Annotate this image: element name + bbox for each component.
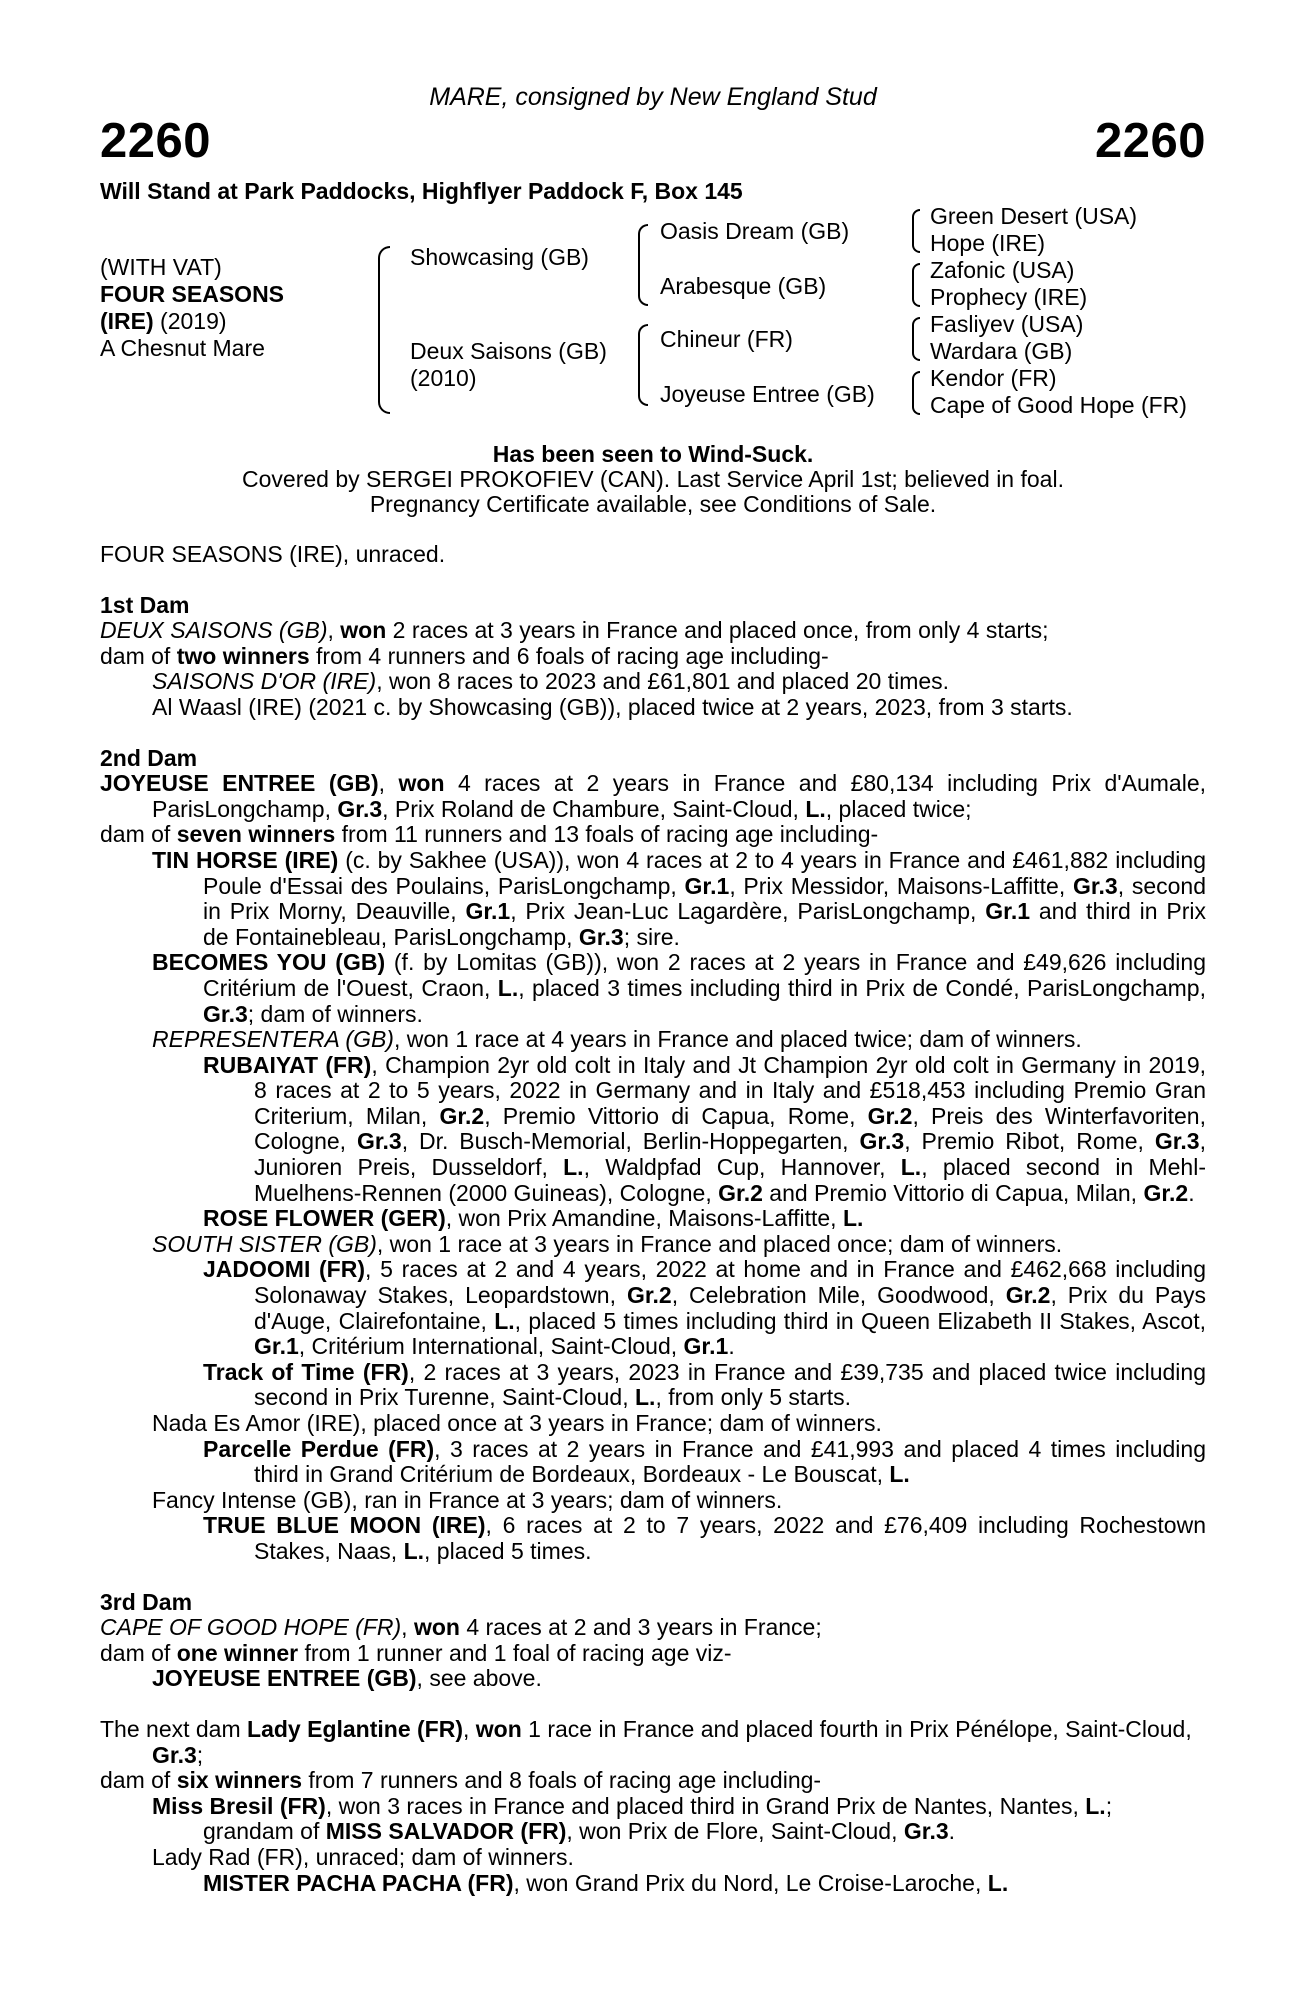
pedigree-dam-year: (2010): [410, 365, 477, 391]
first-dam-offspring-1: SAISONS D'OR (IRE), won 8 races to 2023 and £61,801 and placed 20 times.: [152, 668, 950, 695]
horse-description: A Chesnut Mare: [100, 335, 265, 361]
next-dam-produce: dam of six winners from 7 runners and 8 foals of racing age including-: [100, 1767, 822, 1794]
pedigree-gg5: Fasliyev (USA): [930, 311, 1084, 337]
covered-notice: Covered by SERGEI PROKOFIEV (CAN). Last Service April 1st; believed in foal.: [242, 466, 1064, 492]
pedigree-sire-dam: Arabesque (GB): [660, 273, 827, 299]
first-dam-offspring-2: Al Waasl (IRE) (2021 c. by Showcasing (GB)), placed twice at 2 years, 2023, from 3 starts.: [152, 693, 1073, 720]
brace-main: [378, 246, 390, 414]
second-dam-record: JOYEUSE ENTREE (GB), won 4 races at 2 years in France and £80,134 including Prix d'Aumale, ParisLongchamp, Gr.3, Prix Roland de Chambure, Saint-Cloud, L., placed twice;: [100, 770, 1207, 822]
pedigree-gg3: Zafonic (USA): [930, 257, 1075, 283]
pedigree-dam-dam: Joyeuse Entree (GB): [660, 381, 875, 407]
pedigree-sire: Showcasing (GB): [410, 244, 589, 270]
grandoffspring-parcelle-perdue: Parcelle Perdue (FR), 3 races at 2 years in France and £41,993 and placed 4 times including third in Grand Critérium de Bordeaux, Bordeaux - Le Bouscat, L.: [203, 1435, 1206, 1488]
pedigree-gg4: Prophecy (IRE): [930, 284, 1088, 310]
second-dam-produce: dam of seven winners from 11 runners and 13 foals of racing age including-: [100, 821, 879, 848]
pedigree-gg8: Cape of Good Hope (FR): [930, 392, 1187, 418]
brace-g3: [912, 317, 920, 361]
first-dam-produce: dam of two winners from 4 runners and 6 foals of racing age including-: [100, 642, 829, 669]
first-dam-line1: DEUX SAISONS (GB), won 2 races at 3 years in France and placed once, from only 4 starts;: [100, 617, 1049, 644]
lot-number-row: [100, 112, 1206, 174]
pedigree-gg6: Wardara (GB): [930, 338, 1073, 364]
offspring-becomes-you: BECOMES YOU (GB) (f. by Lomitas (GB)), won 2 races at 2 years in France and £49,626 including Critérium de l'Ouest, Craon, L., placed 3 times including third in Prix de Condé, ParisLongchamp, Gr.3; dam of winners.: [152, 949, 1206, 1027]
lot-number-right: 2260: [1094, 114, 1206, 168]
third-dam-heading: 3rd Dam: [100, 1588, 193, 1615]
catalogue-page: [100, 82, 1206, 1896]
pedigree-dam-sire: Chineur (FR): [660, 326, 793, 352]
horse-name-line2: (IRE) (2019): [100, 308, 227, 334]
pedigree-chart: [100, 203, 1206, 428]
grandoffspring-true-blue-moon: TRUE BLUE MOON (IRE), 6 races at 2 to 7 years, 2022 and £76,409 including Rochestown Stakes, Naas, L., placed 5 times.: [203, 1512, 1207, 1564]
brace-g2: [912, 263, 920, 307]
grandoffspring-rubaiyat: RUBAIYAT (FR), Champion 2yr old colt in Italy and Jt Champion 2yr old colt in Germany in 2019, 8 races at 2 to 5 years, 2022 in Germany and in Italy and £518,453 including Premio Gran Criterium, Milan, Gr.2, Premio Vittorio di Capua, Rome, Gr.2, Preis des Winterfavoriten, Cologne, Gr.3, Dr. Busch-Memorial, Berlin-Hoppegarten, Gr.3, Premio Ribot, Rome, Gr.3, Junioren Preis, Dusseldorf, L., Waldpfad Cup, Hannover, L., placed second in Mehl-Muelhens-Rennen (2000 Guineas), Cologne, Gr.2 and Premio Vittorio di Capua, Milan, Gr.2.: [203, 1051, 1206, 1206]
brace-g1: [912, 209, 920, 253]
pedigree-gg7: Kendor (FR): [930, 365, 1057, 391]
second-dam-heading: 2nd Dam: [100, 744, 198, 771]
brace-sire: [638, 224, 648, 306]
stand-location: Will Stand at Park Paddocks, Highflyer Paddock F, Box 145: [100, 178, 743, 204]
vat-label: (WITH VAT): [100, 254, 222, 280]
offspring-nada-es-amor: Nada Es Amor (IRE), placed once at 3 years in France; dam of winners.: [152, 1410, 882, 1436]
offspring-south-sister: SOUTH SISTER (GB), won 1 race at 3 years in France and placed once; dam of winners.: [152, 1230, 1063, 1257]
brace-g4: [912, 371, 920, 415]
consignment-line: MARE, consigned by New England Stud: [429, 83, 877, 111]
grandoffspring-rose-flower: ROSE FLOWER (GER), won Prix Amandine, Maisons-Laffitte, L.: [203, 1205, 864, 1232]
race-record: FOUR SEASONS (IRE), unraced.: [100, 541, 446, 567]
third-dam-record: CAPE OF GOOD HOPE (FR), won 4 races at 2 and 3 years in France;: [100, 1614, 822, 1641]
grandoffspring-jadoomi: JADOOMI (FR), 5 races at 2 and 4 years, 2022 at home and in France and £462,668 including Solonaway Stakes, Leopardstown, Gr.2, Celebration Mile, Goodwood, Gr.2, Prix du Pays d'Auge, Clairefontaine, L., placed 5 times including third in Queen Elizabeth II Stakes, Ascot, Gr.1, Critérium International, Saint-Cloud, Gr.1.: [203, 1256, 1207, 1360]
lot-number-left: 2260: [100, 114, 212, 168]
grandoffspring-mister-pacha-pacha: MISTER PACHA PACHA (FR), won Grand Prix du Nord, Le Croise-Laroche, L.: [203, 1869, 1009, 1896]
horse-name: FOUR SEASONS: [100, 281, 285, 307]
grandoffspring-track-of-time: Track of Time (FR), 2 races at 3 years, 2023 in France and £39,735 and placed twice including second in Prix Turenne, Saint-Cloud, L., from only 5 starts.: [203, 1358, 1206, 1411]
offspring-representera: REPRESENTERA (GB), won 1 race at 4 years in France and placed twice; dam of winners.: [152, 1026, 1082, 1053]
offspring-lady-rad: Lady Rad (FR), unraced; dam of winners.: [152, 1843, 574, 1870]
next-dam-record: The next dam Lady Eglantine (FR), won 1 race in France and placed fourth in Prix Pénélope, Saint-Cloud, Gr.3;: [100, 1715, 1192, 1768]
wind-suck-notice: Has been seen to Wind-Suck.: [492, 441, 814, 467]
offspring-tin-horse: TIN HORSE (IRE) (c. by Sakhee (USA)), won 4 races at 2 to 4 years in France and £461,882 including Poule d'Essai des Poulains, ParisLongchamp, Gr.1, Prix Messidor, Maisons-Laffitte, Gr.3, second in Prix Morny, Deauville, Gr.1, Prix Jean-Luc Lagardère, ParisLongchamp, Gr.1 and third in Prix de Fontainebleau, ParisLongchamp, Gr.3; sire.: [152, 846, 1206, 950]
pedigree-gg2: Hope (IRE): [930, 230, 1046, 256]
pedigree-dam: Deux Saisons (GB): [410, 338, 607, 364]
certificate-notice: Pregnancy Certificate available, see Conditions of Sale.: [369, 491, 937, 517]
first-dam-heading: 1st Dam: [100, 591, 190, 618]
third-dam-produce: dam of one winner from 1 runner and 1 foal of racing age viz-: [100, 1639, 732, 1666]
pedigree-gg1: Green Desert (USA): [930, 203, 1138, 229]
brace-dam: [638, 324, 648, 406]
offspring-fancy-intense: Fancy Intense (GB), ran in France at 3 years; dam of winners.: [152, 1486, 783, 1513]
offspring-miss-bresil: Miss Bresil (FR), won 3 races in France and placed third in Grand Prix de Nantes, Nantes, L.; grandam of MISS SALVADOR (FR), won Prix de Flore, Saint-Cloud, Gr.3.: [152, 1792, 1113, 1845]
pedigree-sire-sire: Oasis Dream (GB): [660, 218, 850, 244]
third-dam-offspring: JOYEUSE ENTREE (GB), see above.: [152, 1665, 542, 1692]
